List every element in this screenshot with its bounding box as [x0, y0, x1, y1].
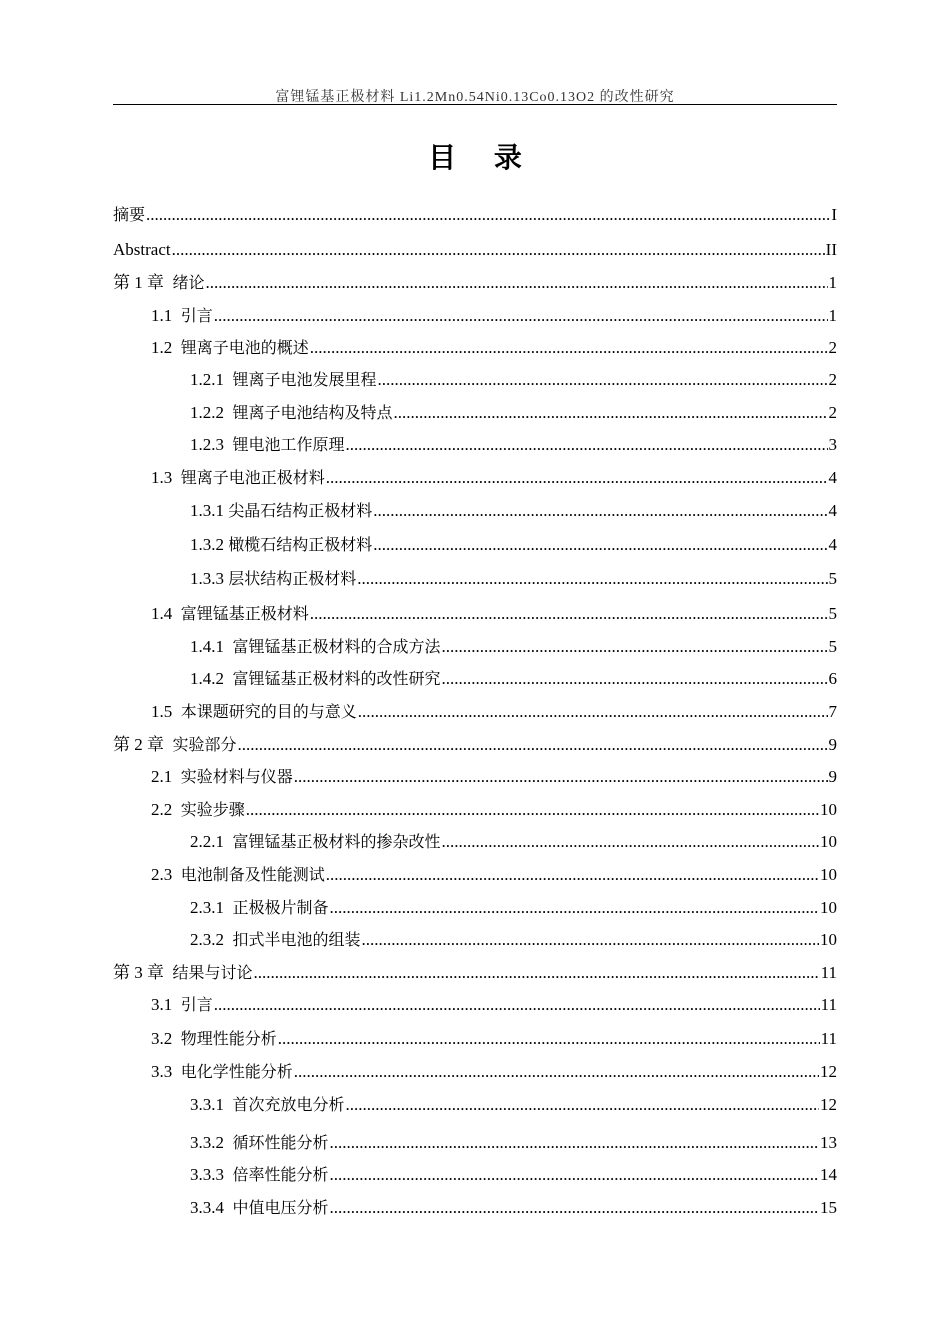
toc-entry-label [190, 895, 329, 921]
toc-entry-title: 层状结构正极材料 [228, 569, 357, 588]
toc-entry[interactable] [0, 634, 837, 660]
toc-entry-number: 2.1 [151, 767, 181, 786]
toc-entry-number: 1.3.2 [190, 535, 229, 554]
toc-entry-label [190, 400, 393, 426]
toc-entry-title: 富锂锰基正极材料的合成方法 [232, 637, 441, 656]
toc-entry[interactable] [0, 797, 837, 823]
dot-leader [442, 829, 819, 855]
toc-entry-page: 2 [828, 403, 837, 422]
toc-entry-label [151, 764, 293, 790]
toc-entry-page: 11 [820, 995, 837, 1014]
dot-leader [442, 634, 828, 660]
toc-entry-title: 引言 [180, 306, 213, 325]
toc-entry[interactable] [0, 992, 837, 1018]
dot-leader [310, 601, 828, 627]
toc-entry[interactable] [0, 367, 837, 393]
dot-leader [330, 1195, 819, 1221]
toc-entry-title: 实验步骤 [180, 800, 245, 819]
toc-entry-label [151, 465, 325, 491]
toc-entry-page: 10 [820, 930, 837, 949]
dot-leader [326, 465, 828, 491]
toc-entry-page: 10 [820, 832, 837, 851]
dot-leader [146, 202, 830, 228]
toc-entry-number: 2.3 [151, 865, 181, 884]
toc-entry-number: 1.4.1 [190, 637, 233, 656]
toc-entry-title: 循环性能分析 [232, 1133, 329, 1152]
toc-entry-label [190, 367, 377, 393]
toc-entry-title: 富锂锰基正极材料 [180, 604, 309, 623]
toc-entry-label [190, 498, 372, 524]
toc-entry[interactable] [0, 927, 837, 953]
toc-entry-title: 物理性能分析 [180, 1029, 277, 1048]
toc-entry[interactable] [0, 1059, 837, 1085]
toc-entry-number: 1.3 [151, 468, 181, 487]
toc-entry-page: 4 [828, 468, 837, 487]
toc-entry[interactable] [0, 1092, 837, 1118]
toc-entry-page: I [831, 205, 837, 224]
toc-entry-label [151, 797, 245, 823]
toc-entry-number: 1.2.2 [190, 403, 233, 422]
dot-leader [442, 666, 828, 692]
toc-entry-number: 第 3 章 [113, 963, 173, 982]
toc-entry[interactable] [0, 601, 837, 627]
toc-entry-title: 引言 [180, 995, 213, 1014]
toc-entry[interactable] [0, 732, 837, 758]
toc-entry-page: 9 [828, 735, 837, 754]
toc-entry-title: 正极极片制备 [232, 898, 329, 917]
toc-entry-title: 摘要 [113, 205, 146, 224]
toc-entry-number: 1.2.1 [190, 370, 233, 389]
toc-entry-label [190, 634, 441, 660]
toc-entry-page: 10 [820, 800, 837, 819]
toc-entry-title: 本课题研究的目的与意义 [180, 702, 357, 721]
toc-entry-page: 11 [820, 963, 837, 982]
toc-entry-title: 绪论 [172, 273, 205, 292]
toc-entry-number: 1.3.3 [190, 569, 229, 588]
toc-entry-title: 富锂锰基正极材料的掺杂改性 [232, 832, 441, 851]
toc-entry-label [190, 666, 441, 692]
toc-entry[interactable] [0, 303, 837, 329]
running-header-text: 富锂锰基正极材料 Li1.2Mn0.54Ni0.13Co0.13O2 的改性研究 [275, 90, 675, 105]
toc-entry-page: 3 [828, 435, 837, 454]
toc-entry[interactable] [0, 270, 837, 296]
toc-entry[interactable] [0, 1026, 837, 1052]
toc-entry-number: 3.1 [151, 995, 181, 1014]
toc-entry-page: 15 [820, 1198, 837, 1217]
toc-entry-page: 5 [828, 637, 837, 656]
toc-entry[interactable] [0, 335, 837, 361]
toc-entry-label [113, 202, 145, 228]
dot-leader [326, 862, 819, 888]
toc-entry[interactable] [0, 1130, 837, 1156]
dot-leader [330, 1130, 819, 1156]
toc-entry-label [113, 960, 253, 986]
dot-leader [206, 270, 828, 296]
dot-leader [357, 566, 827, 592]
toc-entry-title: 电池制备及性能测试 [180, 865, 325, 884]
dot-leader [330, 1162, 819, 1188]
toc-entry[interactable] [0, 699, 837, 725]
toc-entry-label [151, 862, 325, 888]
dot-leader [346, 1092, 819, 1118]
dot-leader [172, 237, 825, 263]
toc-entry-label [190, 532, 372, 558]
toc-entry-page: 4 [828, 501, 837, 520]
toc-entry-label [151, 335, 309, 361]
toc-entry-title: 实验材料与仪器 [180, 767, 293, 786]
dot-leader [330, 895, 819, 921]
toc-entry-title: 锂离子电池正极材料 [180, 468, 325, 487]
toc-entry-page: 5 [828, 604, 837, 623]
dot-leader [373, 532, 827, 558]
toc-entry-title: 扣式半电池的组装 [232, 930, 361, 949]
toc-entry-title: 锂离子电池发展里程 [232, 370, 377, 389]
toc-title: 目 录 [428, 141, 536, 174]
toc-entry-title: 橄榄石结构正极材料 [228, 535, 373, 554]
toc-entry-number: 3.3.3 [190, 1165, 233, 1184]
toc-entry-page: II [825, 240, 837, 259]
dot-leader [238, 732, 828, 758]
toc-entry-page: 14 [820, 1165, 837, 1184]
toc-entry-page: 9 [828, 767, 837, 786]
toc-entry-page: 1 [828, 273, 837, 292]
toc-entry-label [151, 303, 213, 329]
dot-leader [214, 303, 828, 329]
toc-entry[interactable] [0, 400, 837, 426]
dot-leader [294, 1059, 819, 1085]
toc-entry-page: 12 [820, 1095, 837, 1114]
toc-entry-page: 6 [828, 669, 837, 688]
toc-entry-title: 富锂锰基正极材料的改性研究 [232, 669, 441, 688]
toc-entry-number: 1.2.3 [190, 435, 233, 454]
toc-entry-title: 锂离子电池的概述 [180, 338, 309, 357]
toc-entry[interactable] [0, 532, 837, 558]
toc-entry[interactable] [0, 895, 837, 921]
toc-entry[interactable] [0, 862, 837, 888]
toc-entry-label [151, 1026, 277, 1052]
toc-entry-label [190, 566, 356, 592]
dot-leader [378, 367, 828, 393]
toc-entry[interactable] [0, 829, 837, 855]
toc-entry-label [190, 927, 361, 953]
toc-entry-label [190, 1162, 329, 1188]
dot-leader [394, 400, 828, 426]
toc-entry-label [151, 601, 309, 627]
toc-entry-page: 10 [820, 898, 837, 917]
toc-entry-number: 3.3.1 [190, 1095, 233, 1114]
toc-entry[interactable] [0, 960, 837, 986]
dot-leader [346, 432, 828, 458]
toc-entry-number: 3.2 [151, 1029, 181, 1048]
toc-entry-page: 4 [828, 535, 837, 554]
toc-entry-title: 结果与讨论 [172, 963, 253, 982]
toc-entry-label [113, 732, 237, 758]
toc-entry-number: 1.2 [151, 338, 181, 357]
toc-entry-number: 1.1 [151, 306, 181, 325]
toc-entry-page: 5 [828, 569, 837, 588]
toc-entry-number: 3.3.4 [190, 1198, 233, 1217]
toc-entry-title: 锂电池工作原理 [232, 435, 345, 454]
dot-leader [294, 764, 828, 790]
toc-entry-label [151, 699, 357, 725]
toc-entry-number: 2.3.2 [190, 930, 233, 949]
toc-entry-page: 2 [828, 370, 837, 389]
toc-entry[interactable] [0, 202, 837, 228]
toc-entry-title: 锂离子电池结构及特点 [232, 403, 393, 422]
toc-entry-label [190, 1195, 329, 1221]
toc-entry[interactable] [0, 465, 837, 491]
toc-entry-number: 2.2.1 [190, 832, 233, 851]
toc-entry-number: 1.4 [151, 604, 181, 623]
toc-entry-number: 3.3.2 [190, 1133, 233, 1152]
toc-entry-label [190, 829, 441, 855]
dot-leader [254, 960, 820, 986]
toc-entry-title: Abstract [113, 240, 171, 259]
toc-entry-number: 1.4.2 [190, 669, 233, 688]
toc-entry-page: 12 [820, 1062, 837, 1081]
dot-leader [358, 699, 828, 725]
toc-entry-number: 3.3 [151, 1062, 181, 1081]
dot-leader [214, 992, 820, 1018]
toc-entry-title: 尖晶石结构正极材料 [228, 501, 373, 520]
toc-entry-page: 1 [828, 306, 837, 325]
toc-entry-page: 2 [828, 338, 837, 357]
toc-entry-number: 1.3.1 [190, 501, 229, 520]
dot-leader [362, 927, 819, 953]
toc-entry-number: 2.3.1 [190, 898, 233, 917]
toc-entry[interactable] [0, 764, 837, 790]
toc-entry-title: 电化学性能分析 [180, 1062, 293, 1081]
toc-entry-title: 中值电压分析 [232, 1198, 329, 1217]
toc-entry-number: 第 1 章 [113, 273, 173, 292]
dot-leader [278, 1026, 820, 1052]
toc-entry-label [190, 1092, 345, 1118]
toc-entry[interactable] [0, 1195, 837, 1221]
dot-leader [373, 498, 827, 524]
toc-entry[interactable] [0, 237, 837, 263]
toc-entry-label [190, 1130, 329, 1156]
toc-entry-label [151, 1059, 293, 1085]
toc-entry-title: 倍率性能分析 [232, 1165, 329, 1184]
toc-entry-label [113, 270, 205, 296]
toc-entry[interactable] [0, 1162, 837, 1188]
toc-entry-label [190, 432, 345, 458]
toc-entry[interactable] [0, 566, 837, 592]
toc-entry[interactable] [0, 666, 837, 692]
toc-entry-page: 11 [820, 1029, 837, 1048]
toc-entry-label [113, 237, 171, 263]
toc-entry-title: 首次充放电分析 [232, 1095, 345, 1114]
running-header [113, 84, 837, 105]
toc-entry-number: 第 2 章 [113, 735, 173, 754]
dot-leader [310, 335, 828, 361]
toc-entry[interactable] [0, 432, 837, 458]
toc-entry-page: 10 [820, 865, 837, 884]
toc-entry[interactable] [0, 498, 837, 524]
toc-entry-label [151, 992, 213, 1018]
toc-entry-number: 1.5 [151, 702, 181, 721]
toc-entry-page: 13 [820, 1133, 837, 1152]
toc-entry-title: 实验部分 [172, 735, 237, 754]
toc-entry-page: 7 [828, 702, 837, 721]
dot-leader [246, 797, 819, 823]
toc-entry-number: 2.2 [151, 800, 181, 819]
